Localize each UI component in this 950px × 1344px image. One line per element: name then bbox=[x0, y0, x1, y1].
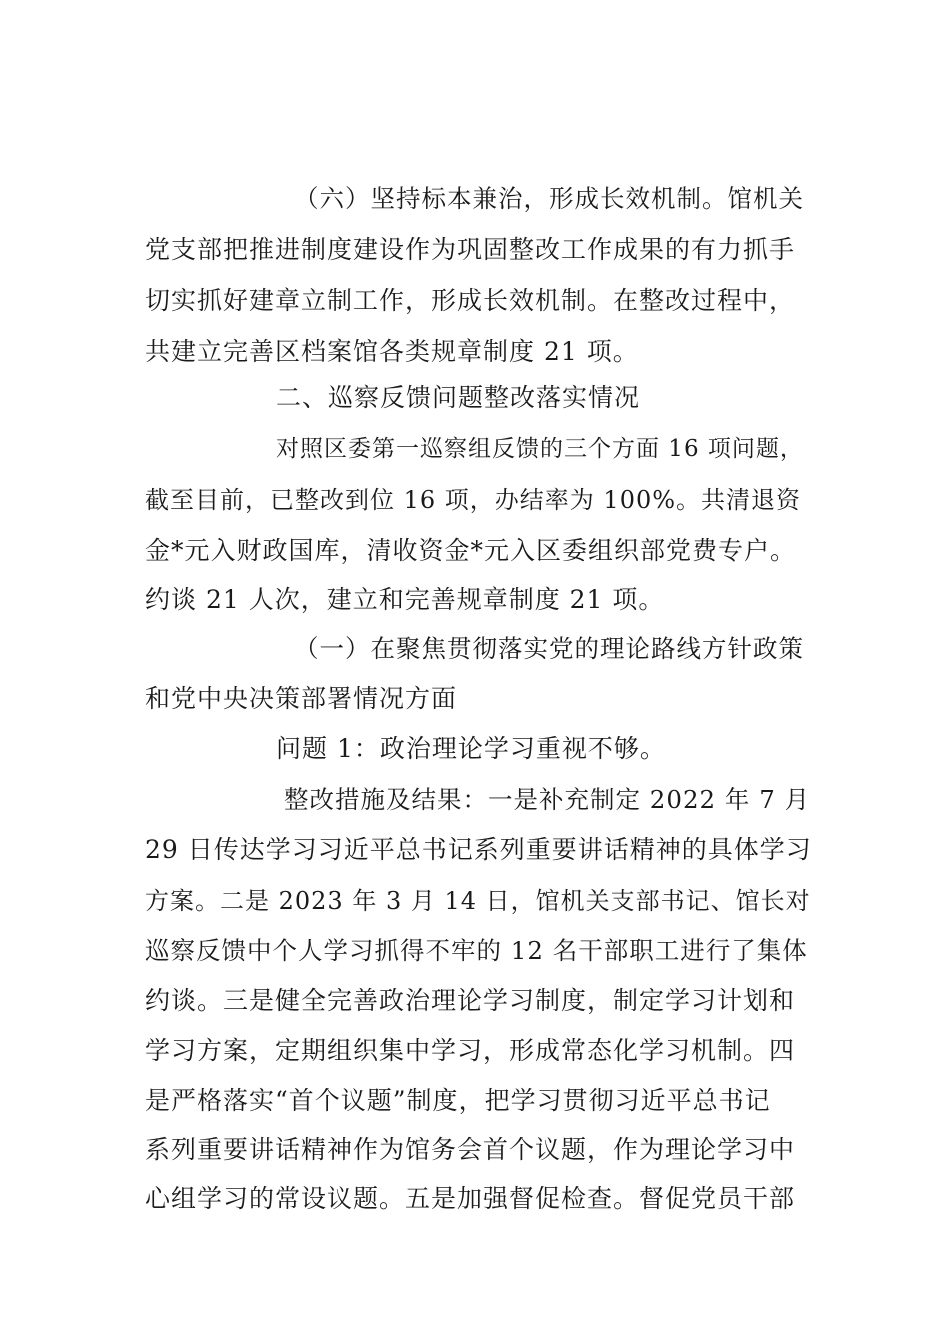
text-line: 党支部把推进制度建设作为巩固整改工作成果的有力抓手 bbox=[145, 235, 796, 264]
text-line: 方案。二是 2023 年 3 月 14 日，馆机关支部书记、馆长对 bbox=[145, 887, 811, 915]
text-line: 学习方案，定期组织集中学习，形成常态化学习机制。四 bbox=[145, 1036, 796, 1065]
section-heading: 二、巡察反馈问题整改落实情况 bbox=[276, 383, 641, 412]
text-line: 对照区委第一巡察组反馈的三个方面 16 项问题， bbox=[276, 436, 804, 462]
text-line: 巡察反馈中个人学习抓得不牢的 12 名干部职工进行了集体 bbox=[145, 936, 808, 965]
text-line: 整改措施及结果：一是补充制定 2022 年 7 月 bbox=[284, 785, 811, 814]
problem-title: 问题 1：政治理论学习重视不够。 bbox=[276, 734, 666, 763]
text-line: 切实抓好建章立制工作，形成长效机制。在整改过程中， bbox=[145, 286, 796, 315]
subsection-heading: （一）在聚焦贯彻落实党的理论路线方针政策 bbox=[294, 634, 804, 663]
subsection-heading: 和党中央决策部署情况方面 bbox=[145, 684, 458, 713]
text-line: 心组学习的常设议题。五是加强督促检查。督促党员干部 bbox=[145, 1184, 796, 1213]
text-line: 共建立完善区档案馆各类规章制度 21 项。 bbox=[145, 337, 639, 366]
text-line: 系列重要讲话精神作为馆务会首个议题，作为理论学习中 bbox=[145, 1135, 796, 1164]
text-line: 约谈 21 人次，建立和完善规章制度 21 项。 bbox=[145, 585, 665, 614]
text-line: 金*元入财政国库，清收资金*元入区委组织部党费专户。 bbox=[145, 536, 797, 565]
text-line: （六）坚持标本兼治，形成长效机制。馆机关 bbox=[294, 184, 804, 213]
text-line: 截至目前，已整改到位 16 项，办结率为 100%。共清退资 bbox=[145, 486, 802, 514]
text-line: 约谈。三是健全完善政治理论学习制度，制定学习计划和 bbox=[145, 986, 796, 1015]
text-line: 是严格落实“首个议题”制度，把学习贯彻习近平总书记 bbox=[145, 1086, 771, 1115]
text-line: 29 日传达学习习近平总书记系列重要讲话精神的具体学习 bbox=[145, 835, 812, 864]
